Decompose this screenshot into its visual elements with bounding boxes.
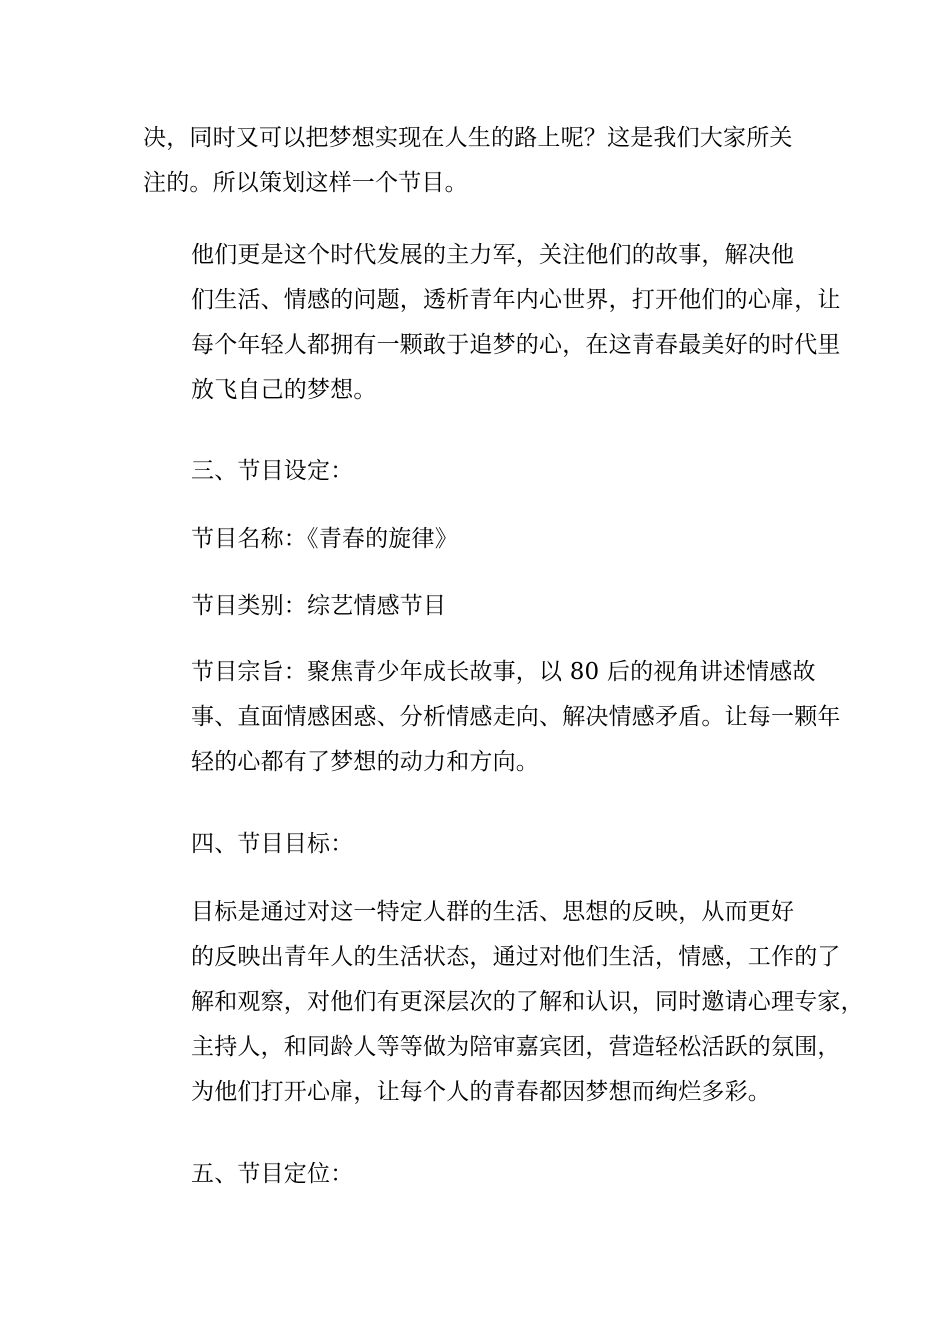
text-line: 主持人，和同龄人等等做为陪审嘉宾团，营造轻松活跃的氛围， (191, 1034, 841, 1060)
section-heading-program-goals (143, 822, 813, 867)
paragraph-youth-focus (143, 233, 841, 413)
text-line: 节目宗旨：聚焦青少年成长故事，以 80 后的视角讲述情感故 (191, 659, 816, 685)
text-line: 为他们打开心扉，让每个人的青春都因梦想而绚烂多彩。 (191, 1079, 771, 1105)
heading-text: 三、节目设定： (191, 458, 354, 484)
text-line: 轻的心都有了梦想的动力和方向。 (191, 749, 539, 775)
text-line: 决，同时又可以把梦想实现在人生的路上呢？这是我们大家所关 (143, 125, 793, 151)
text-line: 节目类别：综艺情感节目 (191, 593, 447, 619)
text-line: 注的。所以策划这样一个节目。 (143, 170, 468, 196)
text-line: 的反映出青年人的生活状态，通过对他们生活，情感，工作的了 (191, 944, 841, 970)
text-line: 放飞自己的梦想。 (191, 377, 377, 403)
program-name-line (143, 517, 813, 562)
paragraph-program-purpose (143, 650, 841, 785)
text-line: 目标是通过对这一特定人群的生活、思想的反映，从而更好 (191, 899, 795, 925)
heading-text: 五、节目定位： (191, 1161, 354, 1187)
section-heading-program-positioning (143, 1152, 813, 1197)
text-line: 节目名称：《青春的旋律》 (191, 526, 458, 552)
program-category-line (143, 584, 813, 629)
paragraph-program-goals (143, 890, 864, 1115)
paragraph-intro-continuation (143, 116, 813, 206)
text-line: 每个年轻人都拥有一颗敢于追梦的心，在这青春最美好的时代里 (191, 332, 841, 358)
section-heading-program-settings (143, 449, 813, 494)
text-line: 解和观察，对他们有更深层次的了解和认识，同时邀请心理专家， (191, 989, 864, 1015)
text-line: 们生活、情感的问题，透析青年内心世界，打开他们的心扉，让 (191, 287, 841, 313)
text-line: 他们更是这个时代发展的主力军，关注他们的故事，解决他 (191, 242, 795, 268)
heading-text: 四、节目目标： (191, 831, 354, 857)
text-line: 事、直面情感困惑、分析情感走向、解决情感矛盾。让每一颗年 (191, 704, 841, 730)
